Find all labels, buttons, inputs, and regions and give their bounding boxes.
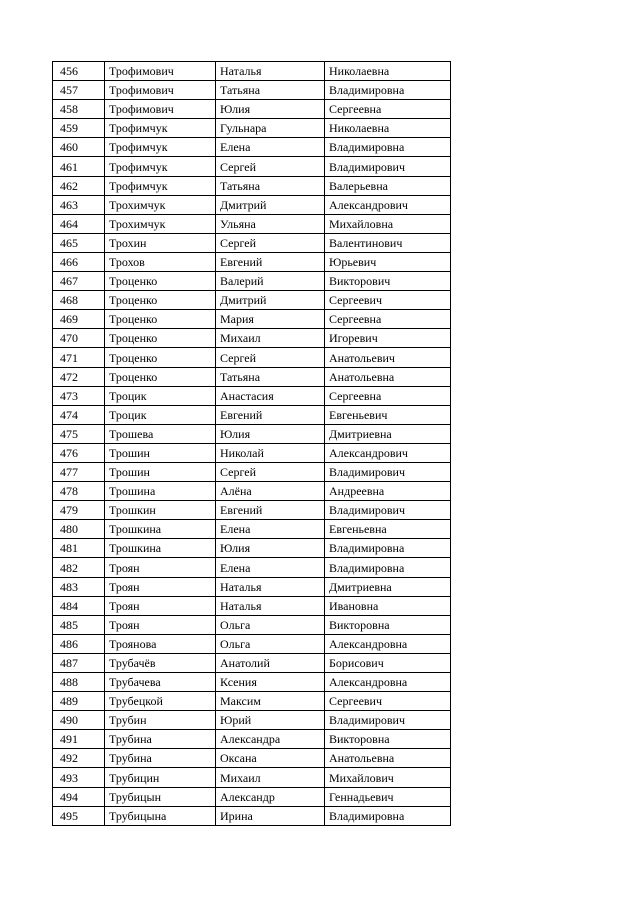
table-row xyxy=(53,348,451,367)
last-name-cell: Трубина xyxy=(105,730,216,749)
last-name-cell: Трубицин xyxy=(105,768,216,787)
first-name-cell: Михаил xyxy=(216,329,325,348)
row-number-cell: 476 xyxy=(53,443,105,462)
row-number-cell: 459 xyxy=(53,119,105,138)
last-name-cell: Трофимчук xyxy=(105,138,216,157)
row-number-cell: 495 xyxy=(53,806,105,825)
last-name-cell: Троян xyxy=(105,558,216,577)
last-name-cell: Трофимчук xyxy=(105,119,216,138)
first-name-cell: Анатолий xyxy=(216,653,325,672)
patronymic-cell: Александровна xyxy=(325,673,451,692)
last-name-cell: Трубин xyxy=(105,711,216,730)
table-row xyxy=(53,634,451,653)
table-row xyxy=(53,291,451,310)
row-number-cell: 466 xyxy=(53,252,105,271)
last-name-cell: Трофимчук xyxy=(105,157,216,176)
patronymic-cell: Михайлович xyxy=(325,768,451,787)
first-name-cell: Сергей xyxy=(216,233,325,252)
last-name-cell: Трохимчук xyxy=(105,195,216,214)
patronymic-cell: Владимирович xyxy=(325,462,451,481)
first-name-cell: Татьяна xyxy=(216,176,325,195)
table-row xyxy=(53,329,451,348)
first-name-cell: Евгений xyxy=(216,252,325,271)
first-name-cell: Валерий xyxy=(216,272,325,291)
row-number-cell: 487 xyxy=(53,653,105,672)
table-row xyxy=(53,749,451,768)
table-row xyxy=(53,119,451,138)
patronymic-cell: Юрьевич xyxy=(325,252,451,271)
last-name-cell: Трошин xyxy=(105,443,216,462)
first-name-cell: Юлия xyxy=(216,100,325,119)
names-table xyxy=(52,61,451,826)
row-number-cell: 482 xyxy=(53,558,105,577)
row-number-cell: 493 xyxy=(53,768,105,787)
patronymic-cell: Викторовна xyxy=(325,615,451,634)
patronymic-cell: Николаевна xyxy=(325,119,451,138)
table-row xyxy=(53,81,451,100)
row-number-cell: 467 xyxy=(53,272,105,291)
row-number-cell: 473 xyxy=(53,386,105,405)
last-name-cell: Трубачёв xyxy=(105,653,216,672)
last-name-cell: Троценко xyxy=(105,348,216,367)
first-name-cell: Ольга xyxy=(216,634,325,653)
row-number-cell: 460 xyxy=(53,138,105,157)
row-number-cell: 481 xyxy=(53,539,105,558)
table-row xyxy=(53,405,451,424)
table-row xyxy=(53,768,451,787)
first-name-cell: Сергей xyxy=(216,157,325,176)
last-name-cell: Трубицын xyxy=(105,787,216,806)
last-name-cell: Трубина xyxy=(105,749,216,768)
row-number-cell: 471 xyxy=(53,348,105,367)
table-row xyxy=(53,539,451,558)
first-name-cell: Юрий xyxy=(216,711,325,730)
patronymic-cell: Владимирович xyxy=(325,157,451,176)
table-row xyxy=(53,138,451,157)
row-number-cell: 461 xyxy=(53,157,105,176)
first-name-cell: Александра xyxy=(216,730,325,749)
table-row xyxy=(53,692,451,711)
first-name-cell: Наталья xyxy=(216,596,325,615)
first-name-cell: Гульнара xyxy=(216,119,325,138)
last-name-cell: Троценко xyxy=(105,367,216,386)
patronymic-cell: Михайловна xyxy=(325,214,451,233)
patronymic-cell: Валентинович xyxy=(325,233,451,252)
patronymic-cell: Александрович xyxy=(325,195,451,214)
first-name-cell: Наталья xyxy=(216,62,325,81)
first-name-cell: Татьяна xyxy=(216,81,325,100)
first-name-cell: Сергей xyxy=(216,462,325,481)
last-name-cell: Троян xyxy=(105,596,216,615)
row-number-cell: 486 xyxy=(53,634,105,653)
row-number-cell: 465 xyxy=(53,233,105,252)
first-name-cell: Ульяна xyxy=(216,214,325,233)
first-name-cell: Ольга xyxy=(216,615,325,634)
patronymic-cell: Евгеньевич xyxy=(325,405,451,424)
first-name-cell: Евгений xyxy=(216,501,325,520)
row-number-cell: 484 xyxy=(53,596,105,615)
patronymic-cell: Викторовна xyxy=(325,730,451,749)
row-number-cell: 492 xyxy=(53,749,105,768)
first-name-cell: Юлия xyxy=(216,539,325,558)
table-row xyxy=(53,520,451,539)
first-name-cell: Дмитрий xyxy=(216,291,325,310)
table-row xyxy=(53,195,451,214)
last-name-cell: Трошкин xyxy=(105,501,216,520)
patronymic-cell: Ивановна xyxy=(325,596,451,615)
row-number-cell: 474 xyxy=(53,405,105,424)
first-name-cell: Анастасия xyxy=(216,386,325,405)
row-number-cell: 458 xyxy=(53,100,105,119)
patronymic-cell: Александровна xyxy=(325,634,451,653)
patronymic-cell: Николаевна xyxy=(325,62,451,81)
row-number-cell: 479 xyxy=(53,501,105,520)
patronymic-cell: Владимирович xyxy=(325,501,451,520)
table-row xyxy=(53,482,451,501)
row-number-cell: 468 xyxy=(53,291,105,310)
patronymic-cell: Анатольевич xyxy=(325,348,451,367)
patronymic-cell: Сергеевна xyxy=(325,100,451,119)
patronymic-cell: Дмитриевна xyxy=(325,577,451,596)
first-name-cell: Евгений xyxy=(216,405,325,424)
patronymic-cell: Владимировна xyxy=(325,138,451,157)
first-name-cell: Александр xyxy=(216,787,325,806)
table-row xyxy=(53,501,451,520)
last-name-cell: Троянова xyxy=(105,634,216,653)
table-row xyxy=(53,653,451,672)
table-row xyxy=(53,310,451,329)
first-name-cell: Наталья xyxy=(216,577,325,596)
last-name-cell: Трубицына xyxy=(105,806,216,825)
patronymic-cell: Евгеньевна xyxy=(325,520,451,539)
table-row xyxy=(53,596,451,615)
patronymic-cell: Владимировна xyxy=(325,558,451,577)
patronymic-cell: Владимировна xyxy=(325,539,451,558)
last-name-cell: Троцик xyxy=(105,405,216,424)
table-row xyxy=(53,367,451,386)
last-name-cell: Трошкина xyxy=(105,539,216,558)
first-name-cell: Татьяна xyxy=(216,367,325,386)
table-row xyxy=(53,100,451,119)
first-name-cell: Николай xyxy=(216,443,325,462)
last-name-cell: Троцик xyxy=(105,386,216,405)
first-name-cell: Елена xyxy=(216,558,325,577)
row-number-cell: 469 xyxy=(53,310,105,329)
last-name-cell: Трохимчук xyxy=(105,214,216,233)
first-name-cell: Оксана xyxy=(216,749,325,768)
last-name-cell: Трошева xyxy=(105,424,216,443)
table-row xyxy=(53,62,451,81)
table-row xyxy=(53,806,451,825)
names-table-body xyxy=(53,62,451,826)
patronymic-cell: Валерьевна xyxy=(325,176,451,195)
first-name-cell: Мария xyxy=(216,310,325,329)
table-row xyxy=(53,157,451,176)
row-number-cell: 470 xyxy=(53,329,105,348)
table-row xyxy=(53,424,451,443)
row-number-cell: 488 xyxy=(53,673,105,692)
last-name-cell: Трубачева xyxy=(105,673,216,692)
table-row xyxy=(53,558,451,577)
row-number-cell: 483 xyxy=(53,577,105,596)
last-name-cell: Трохов xyxy=(105,252,216,271)
patronymic-cell: Анатольевна xyxy=(325,749,451,768)
patronymic-cell: Сергеевна xyxy=(325,310,451,329)
first-name-cell: Алёна xyxy=(216,482,325,501)
patronymic-cell: Сергеевич xyxy=(325,291,451,310)
table-row xyxy=(53,233,451,252)
patronymic-cell: Борисович xyxy=(325,653,451,672)
table-row xyxy=(53,214,451,233)
first-name-cell: Елена xyxy=(216,138,325,157)
row-number-cell: 463 xyxy=(53,195,105,214)
row-number-cell: 462 xyxy=(53,176,105,195)
table-row xyxy=(53,673,451,692)
row-number-cell: 491 xyxy=(53,730,105,749)
row-number-cell: 480 xyxy=(53,520,105,539)
row-number-cell: 457 xyxy=(53,81,105,100)
patronymic-cell: Владимирович xyxy=(325,711,451,730)
table-row xyxy=(53,787,451,806)
row-number-cell: 490 xyxy=(53,711,105,730)
last-name-cell: Трофимчук xyxy=(105,176,216,195)
patronymic-cell: Дмитриевна xyxy=(325,424,451,443)
last-name-cell: Трофимович xyxy=(105,100,216,119)
patronymic-cell: Викторович xyxy=(325,272,451,291)
table-row xyxy=(53,272,451,291)
table-row xyxy=(53,711,451,730)
row-number-cell: 478 xyxy=(53,482,105,501)
first-name-cell: Максим xyxy=(216,692,325,711)
table-row xyxy=(53,176,451,195)
row-number-cell: 464 xyxy=(53,214,105,233)
row-number-cell: 494 xyxy=(53,787,105,806)
last-name-cell: Трошкина xyxy=(105,520,216,539)
last-name-cell: Троценко xyxy=(105,329,216,348)
last-name-cell: Трубецкой xyxy=(105,692,216,711)
table-row xyxy=(53,730,451,749)
patronymic-cell: Андреевна xyxy=(325,482,451,501)
first-name-cell: Ирина xyxy=(216,806,325,825)
patronymic-cell: Игоревич xyxy=(325,329,451,348)
first-name-cell: Дмитрий xyxy=(216,195,325,214)
last-name-cell: Трохин xyxy=(105,233,216,252)
last-name-cell: Троян xyxy=(105,615,216,634)
table-row xyxy=(53,443,451,462)
patronymic-cell: Владимировна xyxy=(325,81,451,100)
row-number-cell: 472 xyxy=(53,367,105,386)
patronymic-cell: Владимировна xyxy=(325,806,451,825)
first-name-cell: Михаил xyxy=(216,768,325,787)
last-name-cell: Троян xyxy=(105,577,216,596)
patronymic-cell: Геннадьевич xyxy=(325,787,451,806)
last-name-cell: Троценко xyxy=(105,310,216,329)
first-name-cell: Сергей xyxy=(216,348,325,367)
last-name-cell: Трофимович xyxy=(105,62,216,81)
row-number-cell: 456 xyxy=(53,62,105,81)
patronymic-cell: Сергеевич xyxy=(325,692,451,711)
table-row xyxy=(53,386,451,405)
last-name-cell: Трошина xyxy=(105,482,216,501)
table-row xyxy=(53,615,451,634)
table-row xyxy=(53,577,451,596)
last-name-cell: Троценко xyxy=(105,272,216,291)
first-name-cell: Ксения xyxy=(216,673,325,692)
first-name-cell: Юлия xyxy=(216,424,325,443)
last-name-cell: Троценко xyxy=(105,291,216,310)
first-name-cell: Елена xyxy=(216,520,325,539)
last-name-cell: Трошин xyxy=(105,462,216,481)
table-row xyxy=(53,462,451,481)
patronymic-cell: Александрович xyxy=(325,443,451,462)
patronymic-cell: Сергеевна xyxy=(325,386,451,405)
patronymic-cell: Анатольевна xyxy=(325,367,451,386)
row-number-cell: 477 xyxy=(53,462,105,481)
table-row xyxy=(53,252,451,271)
row-number-cell: 475 xyxy=(53,424,105,443)
row-number-cell: 489 xyxy=(53,692,105,711)
row-number-cell: 485 xyxy=(53,615,105,634)
last-name-cell: Трофимович xyxy=(105,81,216,100)
